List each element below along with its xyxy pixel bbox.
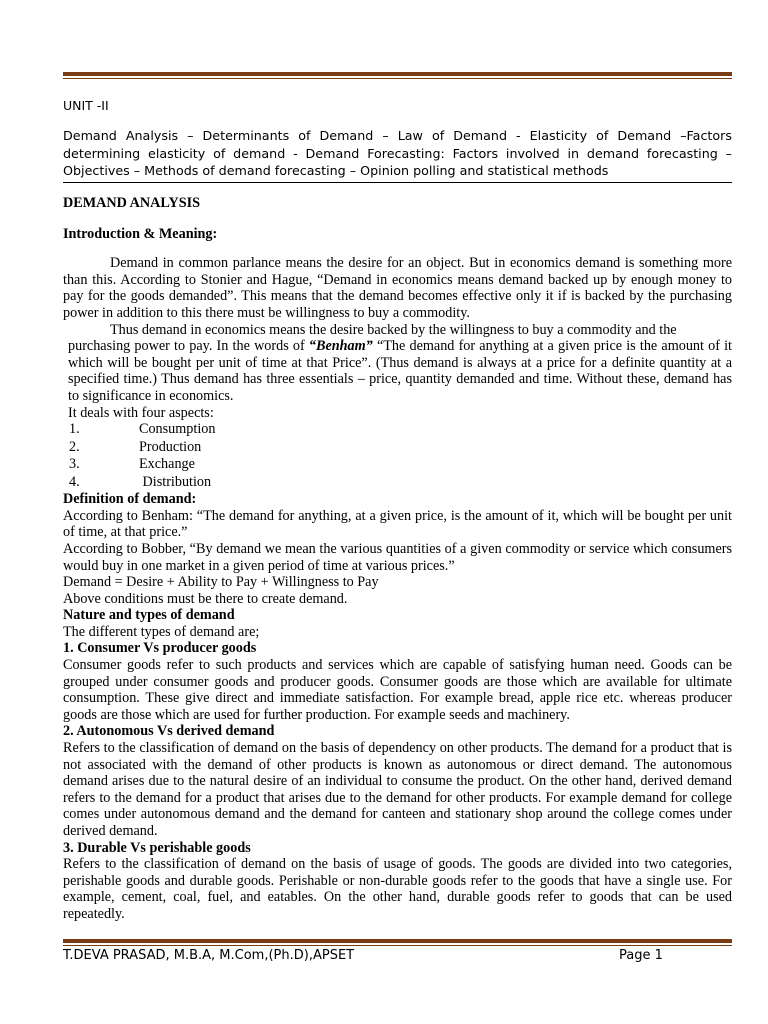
list-item bbox=[63, 421, 732, 439]
intro-heading: Introduction & Meaning: bbox=[63, 225, 218, 242]
demand-equation: Demand = Desire + Ability to Pay + Willingness to Pay bbox=[63, 574, 379, 591]
list-item-number: 1. bbox=[69, 421, 80, 438]
page-number: Page 1 bbox=[619, 948, 663, 963]
intro-paragraph-2-post: “The demand for anything at a given price is the amount of it which will be bought per unit of time at that Price”. (Thus demand is always at a price for a definite quantity at a specified time.) Thus demand has three essentials – price, quantity demanded and time. Without these, demand has to significance in economics. bbox=[68, 338, 733, 404]
list-item-label: Production bbox=[139, 438, 202, 455]
list-item-label: Consumption bbox=[139, 421, 216, 438]
footer-author: T.DEVA PRASAD, M.B.A, M.Com,(Ph.D),APSET bbox=[63, 948, 355, 963]
type2-heading: 2. Autonomous Vs derived demand bbox=[63, 723, 275, 740]
definition-bobber: According to Bobber, “By demand we mean the various quantities of a given commodity or service which consumers would buy in one market in a given period of time at various prices.” bbox=[63, 540, 732, 574]
benham-emphasis: “Benham” bbox=[308, 338, 373, 355]
list-item-label: Distribution bbox=[139, 473, 212, 490]
list-item-number: 4. bbox=[69, 473, 80, 490]
syllabus-divider bbox=[63, 182, 732, 183]
nature-heading: Nature and types of demand bbox=[63, 607, 235, 624]
type1-heading: 1. Consumer Vs producer goods bbox=[63, 640, 257, 657]
type1-text: Consumer goods refer to such products and services which are capable of satisfying human need. Goods can be grouped under consumer goods and producer goods. Consumer goods are those which are available for ultimate consumption. These give direct and immediate satisfaction. For example bread, apple rice etc. whereas producer goods are those which are used for further production. For example seeds and machinery. bbox=[63, 657, 732, 723]
intro-paragraph-2 bbox=[63, 338, 732, 404]
type3-heading: 3. Durable Vs perishable goods bbox=[63, 839, 251, 856]
section-title: DEMAND ANALYSIS bbox=[63, 195, 201, 211]
list-item-number: 3. bbox=[69, 456, 80, 473]
definition-benham: According to Benham: “The demand for anything, at a given price, is the amount of it, which will be bought per unit of time, at that price.” bbox=[63, 507, 732, 541]
document-body bbox=[63, 195, 732, 923]
intro-paragraph-2-line1: Thus demand in economics means the desire backed by the willingness to buy a commodity and the bbox=[110, 321, 677, 338]
intro-paragraph-2-pre: purchasing power to pay. In the words of bbox=[68, 338, 309, 355]
list-item bbox=[63, 439, 732, 457]
definition-heading: Definition of demand: bbox=[63, 491, 197, 508]
syllabus-text: Demand Analysis – Determinants of Demand – Law of Demand - Elasticity of Demand –Factors determining elasticity of demand - Demand Forecasting: Factors involved in demand forecasting – Objectives – Methods of demand forecasting – Opinion polling and statistical methods bbox=[63, 128, 732, 178]
list-item bbox=[63, 474, 732, 492]
header-rule bbox=[63, 72, 732, 79]
type3-text: Refers to the classification of demand on the basis of usage of goods. The goods are divided into two categories, perishable goods and durable goods. Perishable or non-durable goods refer to the goods that have a single use. For example, cement, coal, fuel, and eatables. On the other hand, durable goods refer to goods that can be used repeatedly. bbox=[63, 856, 732, 922]
footer-rule bbox=[63, 939, 732, 946]
aspects-intro: It deals with four aspects: bbox=[68, 404, 214, 421]
list-item-label: Exchange bbox=[139, 456, 195, 473]
type2-text: Refers to the classification of demand on the basis of dependency on other products. The demand for a product that is not associated with the demand of other products is known as autonomous or direct demand. The autonomous demand arises due to the natural desire of an individual to consume the product. On the other hand, derived demand refers to the demand for a product that arises due to the demand for other products. For example demand for college comes under autonomous demand and the demand for canteen and stationary shop around the college comes under derived demand. bbox=[63, 740, 732, 839]
conditions-note: Above conditions must be there to create demand. bbox=[63, 590, 348, 607]
types-intro: The different types of demand are; bbox=[63, 623, 260, 640]
unit-label: UNIT -II bbox=[63, 98, 109, 113]
intro-paragraph-1: Demand in common parlance means the desire for an object. But in economics demand is something more than this. According to Stonier and Hague, “Demand in economics means demand backed up by enough money to pay for the goods demanded”. This means that the demand becomes effective only it if is backed by the purchasing power in addition to this there must be willingness to buy a commodity. bbox=[63, 255, 732, 321]
list-item bbox=[63, 456, 732, 474]
list-item-number: 2. bbox=[69, 438, 80, 455]
